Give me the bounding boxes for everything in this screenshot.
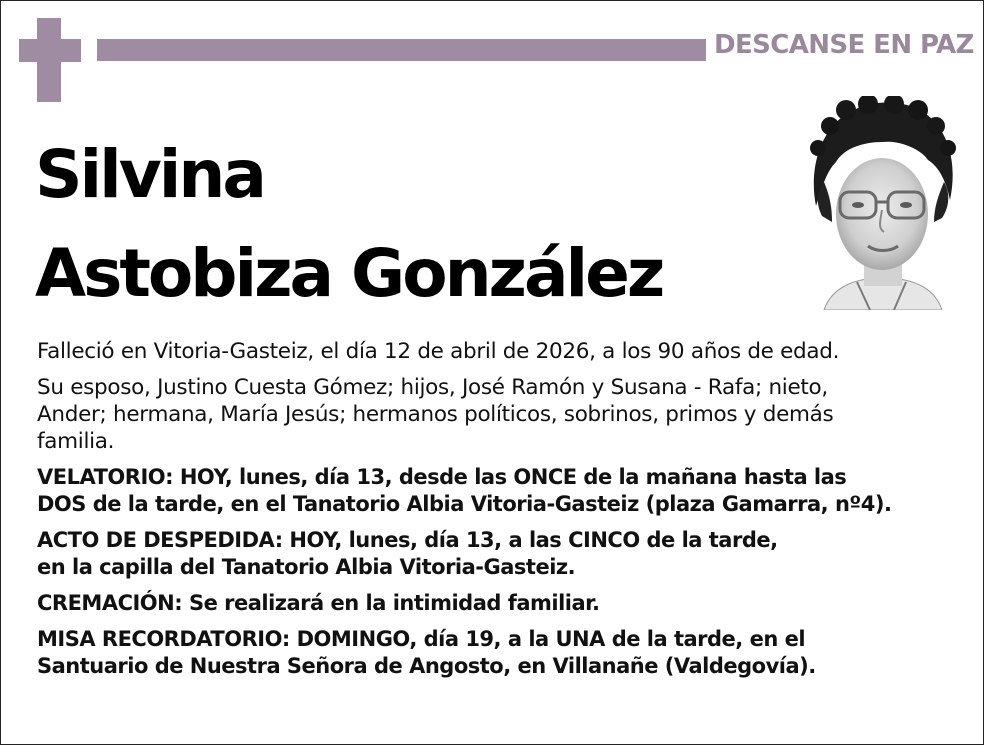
misa-line: MISA RECORDATORIO: DOMINGO, día 19, a la UNA de la tarde, en el	[37, 627, 806, 651]
despedida-paragraph	[37, 527, 967, 581]
velatorio-paragraph	[37, 464, 967, 518]
header-title: DESCANSE EN PAZ	[714, 30, 974, 60]
deceased-surnames: Astobiza González	[35, 235, 663, 312]
cremacion-line: CREMACIÓN: Se realizará en la intimidad familiar.	[37, 591, 600, 615]
header-bar	[97, 39, 706, 61]
family-paragraph	[37, 374, 967, 455]
family-line: Ander; hermana, María Jesús; hermanos políticos, sobrinos, primos y demás	[37, 402, 834, 427]
family-line: familia.	[37, 429, 115, 454]
portrait-photo	[802, 96, 962, 310]
family-line: Su esposo, Justino Cuesta Gómez; hijos, José Ramón y Susana - Rafa; nieto,	[37, 375, 828, 400]
deceased-first-name: Silvina	[35, 136, 264, 213]
cremacion-paragraph	[37, 590, 967, 617]
velatorio-line: DOS de la tarde, en el Tanatorio Albia Vitoria-Gasteiz (plaza Gamarra, nº4).	[37, 492, 892, 516]
death-announcement	[37, 338, 967, 365]
despedida-line: en la capilla del Tanatorio Albia Vitoria-Gasteiz.	[37, 555, 576, 579]
misa-line: Santuario de Nuestra Señora de Angosto, en Villanañe (Valdegovía).	[37, 654, 816, 678]
obituary-body	[37, 338, 967, 689]
misa-paragraph	[37, 626, 967, 680]
velatorio-line: VELATORIO: HOY, lunes, día 13, desde las ONCE de la mañana hasta las	[37, 465, 847, 489]
death-line: Falleció en Vitoria-Gasteiz, el día 12 de abril de 2026, a los 90 años de edad.	[37, 339, 840, 364]
despedida-line: ACTO DE DESPEDIDA: HOY, lunes, día 13, a las CINCO de la tarde,	[37, 528, 778, 552]
cross-icon-horizontal	[19, 39, 81, 62]
